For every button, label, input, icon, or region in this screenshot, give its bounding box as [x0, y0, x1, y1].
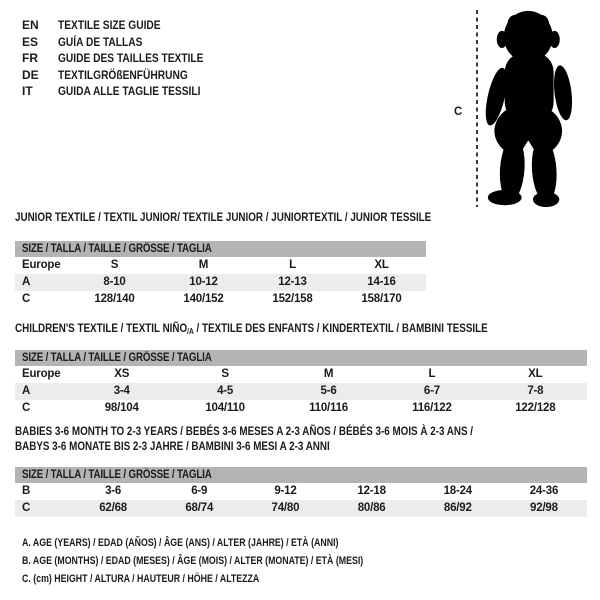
language-code: ES — [22, 34, 39, 49]
note-text: C. (cm) HEIGHT / ALTURA / HAUTEUR / HÖHE / ALTEZZA — [22, 573, 260, 585]
size-header-text: SIZE / TALLA / TAILLE / GRÖSSE / TAGLIA — [22, 352, 212, 364]
note-text: A. AGE (YEARS) / EDAD (AÑOS) / ÂGE (ANS) / ALTER (JAHRE) / ETÀ (ANNI) — [22, 537, 339, 549]
language-title: GUIDE DES TAILLES TEXTILE — [58, 51, 204, 65]
section-title-text: CHILDREN'S TEXTILE / TEXTIL NIÑO/A / TEXTILE DES ENFANTS / KINDERTEXTIL / BAMBINI TESSILE — [15, 321, 488, 336]
table-row — [15, 383, 587, 400]
cell-value: S — [110, 259, 119, 271]
size-table-babies — [15, 467, 587, 517]
row-label: Europe — [22, 259, 61, 271]
cell-value: 92/98 — [530, 502, 558, 514]
cell-value: XL — [528, 368, 543, 380]
cell-value: 104/110 — [205, 402, 245, 414]
row-label: B — [22, 485, 31, 497]
language-row-de — [22, 67, 229, 84]
cell-value: 128/140 — [94, 293, 135, 305]
section-title-children — [15, 321, 591, 339]
size-header-text: SIZE / TALLA / TAILLE / GRÖSSE / TAGLIA — [22, 469, 212, 481]
cell-value: 3-6 — [105, 485, 122, 497]
section-title-junior — [15, 210, 523, 225]
size-table-children — [15, 350, 587, 417]
size-header-text: SIZE / TALLA / TAILLE / GRÖSSE / TAGLIA — [22, 243, 212, 255]
language-code: IT — [22, 84, 33, 98]
height-measure-dashed-line — [476, 10, 478, 207]
section-title-line1: BABIES 3-6 MONTH TO 2-3 YEARS / BEBÉS 3-6 MESES A 2-3 AÑOS / BÉBÉS 3-6 MOIS À 2-3 ANS / — [15, 424, 474, 438]
cell-value: 24-36 — [529, 485, 559, 497]
table-row — [15, 257, 426, 274]
language-list — [22, 17, 229, 100]
cell-value: XL — [374, 259, 389, 271]
cell-value: 12-13 — [278, 276, 307, 288]
cell-value: 98/104 — [104, 402, 139, 414]
language-row-fr — [22, 50, 229, 67]
table-row — [15, 366, 587, 383]
language-code: DE — [22, 67, 39, 82]
cell-value: M — [323, 368, 334, 380]
row-label: Europe — [22, 368, 61, 380]
language-title: TEXTILE SIZE GUIDE — [58, 18, 161, 32]
subscript-a: /A — [187, 327, 194, 336]
language-code: EN — [22, 18, 39, 32]
table-row — [15, 400, 587, 417]
cell-value: 8-10 — [103, 276, 126, 288]
language-code: FR — [22, 51, 38, 65]
cell-value: 86/92 — [443, 502, 472, 514]
row-label: C — [22, 502, 31, 514]
size-header-bar — [15, 467, 587, 483]
cell-value: 122/128 — [515, 402, 556, 414]
cell-value: 4-5 — [217, 385, 234, 397]
size-header-bar — [15, 241, 426, 257]
cell-value: 140/152 — [183, 293, 224, 305]
row-label: A — [22, 276, 31, 288]
note-c — [22, 570, 449, 588]
cell-value: 158/170 — [361, 293, 402, 305]
note-b — [22, 552, 449, 570]
cell-value: XS — [114, 368, 130, 380]
cell-value: L — [428, 368, 436, 380]
size-header-bar — [15, 350, 587, 366]
note-a — [22, 534, 449, 552]
row-label: C — [22, 402, 31, 414]
cell-value: 62/68 — [99, 502, 127, 514]
row-label: A — [22, 385, 31, 397]
figure-height-label: C — [454, 106, 463, 118]
language-title: TEXTILGRÖßENFÜHRUNG — [58, 67, 188, 82]
table-row — [15, 291, 426, 308]
section-title-line2: BABYS 3-6 MONATE BIS 2-3 JAHRE / BAMBINI 3-6 MESI A 2-3 ANNI — [15, 439, 330, 453]
cell-value: 3-4 — [113, 385, 130, 397]
cell-value: 18-24 — [443, 485, 472, 497]
table-row — [15, 500, 587, 517]
cell-value: M — [198, 259, 209, 271]
cell-value: 10-12 — [189, 276, 218, 288]
language-title: GUÍA DE TALLAS — [58, 34, 143, 49]
table-row — [15, 274, 426, 291]
cell-value: 14-16 — [367, 276, 396, 288]
footnotes — [22, 534, 449, 588]
row-label: C — [22, 293, 31, 305]
language-row-en — [22, 17, 229, 34]
cell-value: 74/80 — [271, 502, 300, 514]
cell-value: 110/116 — [309, 402, 348, 414]
cell-value: 6-7 — [423, 385, 440, 397]
section-title-text: JUNIOR TEXTILE / TEXTIL JUNIOR/ TEXTILE JUNIOR / JUNIORTEXTIL / JUNIOR TESSILE — [15, 210, 432, 224]
cell-value: 68/74 — [185, 502, 214, 514]
cell-value: 7-8 — [527, 385, 544, 397]
cell-value: 116/122 — [412, 402, 452, 414]
cell-value: 5-6 — [320, 385, 337, 397]
language-row-es — [22, 34, 229, 51]
cell-value: S — [221, 368, 229, 380]
section-title-babies — [15, 424, 574, 454]
cell-value: 152/158 — [272, 293, 313, 305]
cell-value: 9-12 — [274, 485, 297, 497]
language-row-it — [22, 83, 229, 100]
note-text: B. AGE (MONTHS) / EDAD (MESES) / ÂGE (MOIS) / ALTER (MONATE) / ETÀ (MESI) — [22, 555, 364, 567]
cell-value: L — [289, 259, 296, 271]
cell-value: 80/86 — [357, 502, 386, 514]
cell-value: 6-9 — [191, 485, 208, 497]
language-title: GUIDA ALLE TAGLIE TESSILI — [58, 84, 201, 98]
table-row — [15, 483, 587, 500]
size-table-junior — [15, 241, 426, 308]
baby-silhouette — [485, 9, 579, 209]
cell-value: 12-18 — [357, 485, 386, 497]
